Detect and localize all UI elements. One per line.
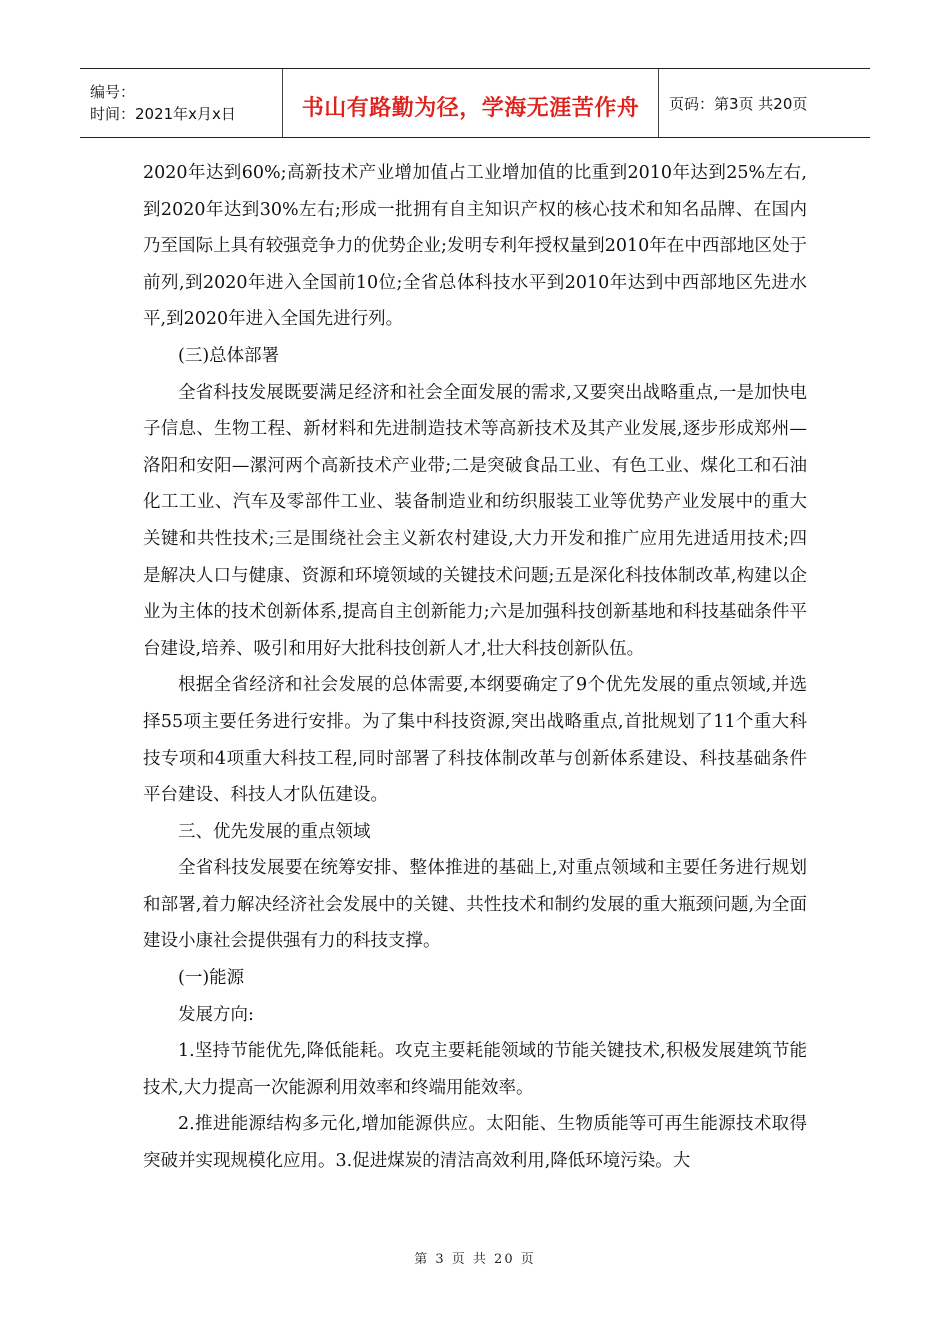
header-meta-cell	[80, 69, 283, 137]
header-motto-cell	[283, 69, 659, 137]
list-item: 2.推进能源结构多元化,增加能源供应。太阳能、生物质能等可再生能源技术取得突破并实现规模化应用。3.促进煤炭的清洁高效利用,降低环境污染。大	[143, 1114, 807, 1172]
document-body	[143, 155, 807, 1180]
header-page-label: 页码：第3页 共20页	[669, 94, 808, 113]
header-motto: 书山有路勤为径，学海无涯苦作舟	[301, 95, 640, 121]
section-heading: (一)能源	[178, 968, 245, 989]
section-heading: 三、优先发展的重点领域	[178, 821, 371, 842]
page-footer: 第 3 页 共 20 页	[414, 1252, 536, 1267]
paragraph: 全省科技发展既要满足经济和社会全面发展的需求,又要突出战略重点,一是加快电子信息、生物工程、新材料和先进制造技术等高新技术及其产业发展,逐步形成郑州—洛阳和安阳—漯河两个高新技术产业带;二是突破食品工业、有色工业、煤化工和石油化工工业、汽车及零部件工业、装备制造业和纺织服装工业等优势产业发展中的重大关键和共性技术;三是围绕社会主义新农村建设,大力开发和推广应用先进适用技术;四是解决人口与健康、资源和环境领域的关键技术问题;五是深化科技体制改革,构建以企业为主体的技术创新体系,提高自主创新能力;六是加强科技创新基地和科技基础条件平台建设,培养、吸引和用好大批科技创新人才,壮大科技创新队伍。	[143, 382, 807, 659]
paragraph: 2020年达到60%;高新技术产业增加值占工业增加值的比重到2010年达到25%左右,到2020年达到30%左右;形成一批拥有自主知识产权的核心技术和知名品牌、在国内乃至国际上具有较强竞争力的优势企业;发明专利年授权量到2010年在中西部地区处于前列,到2020年进入全国前10位;全省总体科技水平到2010年达到中西部地区先进水平,到2020年进入全国先进行列。	[143, 163, 807, 330]
time-label: 时间：2021年x月x日	[90, 105, 236, 123]
subheading: 发展方向:	[178, 1004, 254, 1025]
header-page-cell	[659, 69, 870, 137]
section-heading: (三)总体部署	[178, 345, 280, 366]
list-item: 1.坚持节能优先,降低能耗。攻克主要耗能领域的节能关键技术,积极发展建筑节能技术,大力提高一次能源利用效率和终端用能效率。	[143, 1041, 807, 1098]
page-header	[80, 68, 870, 138]
paragraph: 根据全省经济和社会发展的总体需要,本纲要确定了9个优先发展的重点领域,并选择55项主要任务进行安排。为了集中科技资源,突出战略重点,首批规划了11个重大科技专项和4项重大科技工程,同时部署了科技体制改革与创新体系建设、科技基础条件平台建设、科技人才队伍建设。	[143, 675, 807, 806]
paragraph: 全省科技发展要在统筹安排、整体推进的基础上,对重点领域和主要任务进行规划和部署,着力解决经济社会发展中的关键、共性技术和制约发展的重大瓶颈问题,为全面建设小康社会提供强有力的科技支撑。	[143, 858, 807, 952]
serial-number-label: 编号：	[90, 83, 136, 101]
